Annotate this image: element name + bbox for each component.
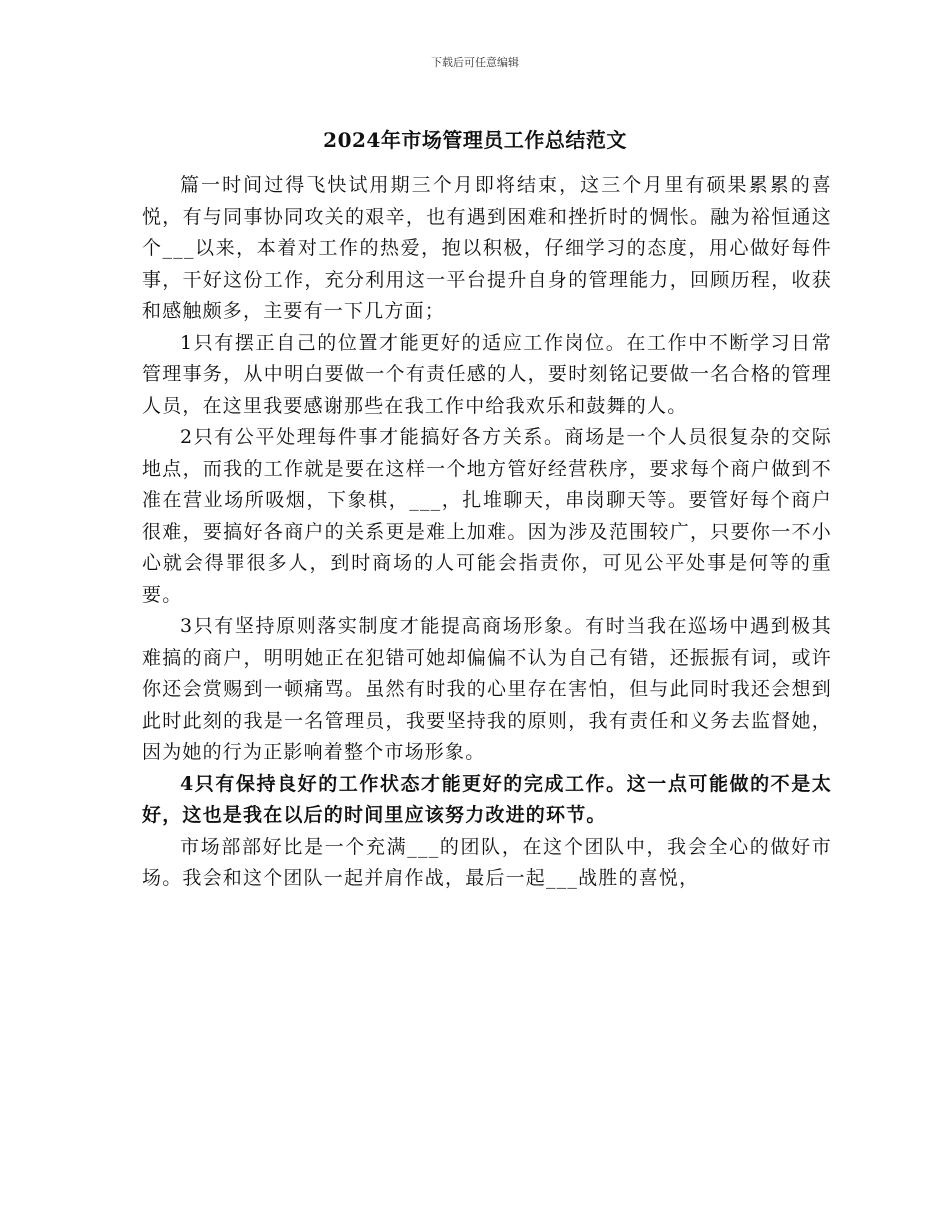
- paragraph-point-3: 3只有坚持原则落实制度才能提高商场形象。有时当我在巡场中遇到极其难搞的商户，明明她正在犯错可她却偏偏不认为自己有错，还振振有词，或许你还会赏赐到一顿痛骂。虽然有时我的心里存在害怕，但与此同时我还会想到此时此刻的我是一名管理员，我要坚持我的原则，我有责任和义务去监督她，因为她的行为正影响着整个市场形象。: [142, 615, 832, 763]
- page-header-note: 下载后可任意编辑: [431, 56, 519, 69]
- paragraph-point-2: 2只有公平处理每件事才能搞好各方关系。商场是一个人员很复杂的交际地点，而我的工作就是要在这样一个地方管好经营秩序，要求每个商户做到不准在营业场所吸烟，下象棋，___，扎堆聊天，串岗聊天等。要管好每个商户很难，要搞好各商户的关系更是难上加难。因为涉及范围较广，只要你一不小心就会得罪很多人，到时商场的人可能会指责你，可见公平处事是何等的重要。: [142, 426, 832, 606]
- paragraph-point-1: 1只有摆正自己的位置才能更好的适应工作岗位。在工作中不断学习日常管理事务，从中明白要做一个有责任感的人，要时刻铭记要做一名合格的管理人员，在这里我要感谢那些在我工作中给我欢乐和鼓舞的人。: [142, 331, 832, 417]
- paragraph-closing: 市场部部好比是一个充满___的团队，在这个团队中，我会全心的做好市场。我会和这个团队一起并肩作战，最后一起___战胜的喜悦，: [142, 835, 832, 889]
- paragraph-point-4: 4只有保持良好的工作状态才能更好的完成工作。这一点可能做的不是太好，这也是我在以后的时间里应该努力改进的环节。: [142, 772, 832, 826]
- paragraph-intro: 篇一时间过得飞快试用期三个月即将结束，这三个月里有硕果累累的喜悦，有与同事协同攻关的艰辛，也有遇到困难和挫折时的惆怅。融为裕恒通这个___以来，本着对工作的热爱，抱以积极，仔细学习的态度，用心做好每件事，干好这份工作，充分利用这一平台提升自身的管理能力，回顾历程，收获和感触颇多，主要有一下几方面；: [142, 174, 832, 322]
- document-body: [142, 170, 832, 895]
- document-title: 2024年市场管理员工作总结范文: [323, 128, 627, 152]
